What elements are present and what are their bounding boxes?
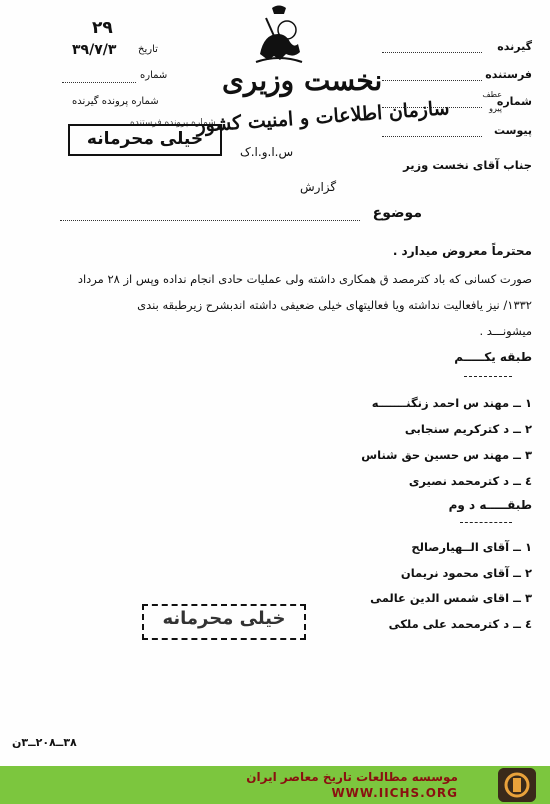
institute-url[interactable]: WWW.IICHS.ORG — [331, 786, 458, 800]
class-1-underline — [464, 376, 512, 377]
class-1-item: ۱ ــ مهند س احمد زنگنـــــــه — [371, 396, 532, 410]
institute-name: موسسه مطالعات تاریخ معاصر ایران — [246, 770, 458, 784]
meta-number-dots — [62, 82, 136, 83]
addressee: جناب آقای نخست وزیر — [403, 158, 532, 172]
salutation: محترماً معروض میدارد . — [392, 244, 532, 258]
date-value: ۳۹/۷/۳ — [72, 42, 117, 58]
meta-number-label: شماره — [140, 70, 168, 81]
class-2-underline — [460, 522, 512, 523]
receiver-dots — [382, 52, 482, 53]
following-label: پیرو — [489, 104, 502, 113]
archive-footer — [0, 766, 550, 804]
class-2-item: ۳ ــ اقای شمس الدین عالمی — [370, 591, 532, 605]
document-number-top: ۲۹ — [92, 18, 113, 38]
subject-label: موضوع — [372, 205, 422, 221]
sender-dots — [382, 80, 482, 81]
body-line-3: میشونـــد . — [479, 324, 532, 338]
date-label: تاریخ — [138, 44, 158, 55]
organization-name: سازمان اطلاعات و امنیت کشور — [195, 97, 451, 137]
iichs-logo-icon — [498, 768, 536, 802]
sender-field — [382, 68, 532, 90]
class-2-item: ۱ ــ آقای الــهیارصالح — [411, 540, 532, 554]
receiver-file-label: شماره پرونده گیرنده — [72, 96, 159, 107]
class-2-item: ۲ ــ آقای محمود نریمان — [400, 566, 532, 580]
class-1-heading: طبقه یکـــــم — [454, 350, 532, 364]
number-dots — [382, 107, 482, 108]
lion-and-sun-emblem-icon — [250, 4, 308, 66]
receiver-label: گیرنده — [497, 40, 532, 53]
bottom-classification-stamp: خیلی محرمانه — [142, 604, 306, 640]
letterhead-title: نخست وزیری — [222, 64, 383, 97]
sender-label: فرستنده — [485, 68, 532, 81]
number-field — [382, 95, 532, 117]
organization-code: س.ا.و.ا.ک — [240, 145, 294, 159]
document-code: ۳۸ــ۲۰۸ــ۳ن — [12, 736, 77, 749]
subject-dots — [60, 220, 360, 221]
number-label: شماره — [496, 95, 532, 108]
class-1-item: ٤ ــ د کترمحمد نصیری — [408, 474, 532, 488]
class-2-heading: طبقـــــه د وم — [448, 498, 532, 512]
class-1-item: ۲ ــ د کترکریم سنجابی — [404, 422, 532, 436]
attached-label: عطف — [482, 90, 502, 99]
document-type: گزارش — [300, 180, 337, 194]
enclosure-label: پیوست — [494, 124, 532, 137]
class-1-item: ۳ ــ مهند س حسین حق شناس — [361, 448, 532, 462]
body-line-1: صورت کسانی که باد کترمصد ق همکاری داشته ولی عملیات حادی انجام نداده وپس از ۲۸ مرداد — [77, 272, 532, 286]
body-line-2: ۱۳۳۲/ نیز یافعالیت نداشته ویا فعالیتهای خیلی ضعیفی داشته اندبشرح زیرطبقه بندی — [137, 298, 532, 312]
top-classification-stamp: خیلی محرمانه — [68, 124, 222, 156]
sender-file-label: شماره پرونده فرستنده — [130, 118, 216, 128]
class-2-item: ٤ ــ د کترمحمد علی ملکی — [388, 617, 532, 631]
enclosure-dots — [382, 136, 482, 137]
receiver-field — [382, 40, 532, 62]
enclosure-field — [382, 124, 532, 146]
